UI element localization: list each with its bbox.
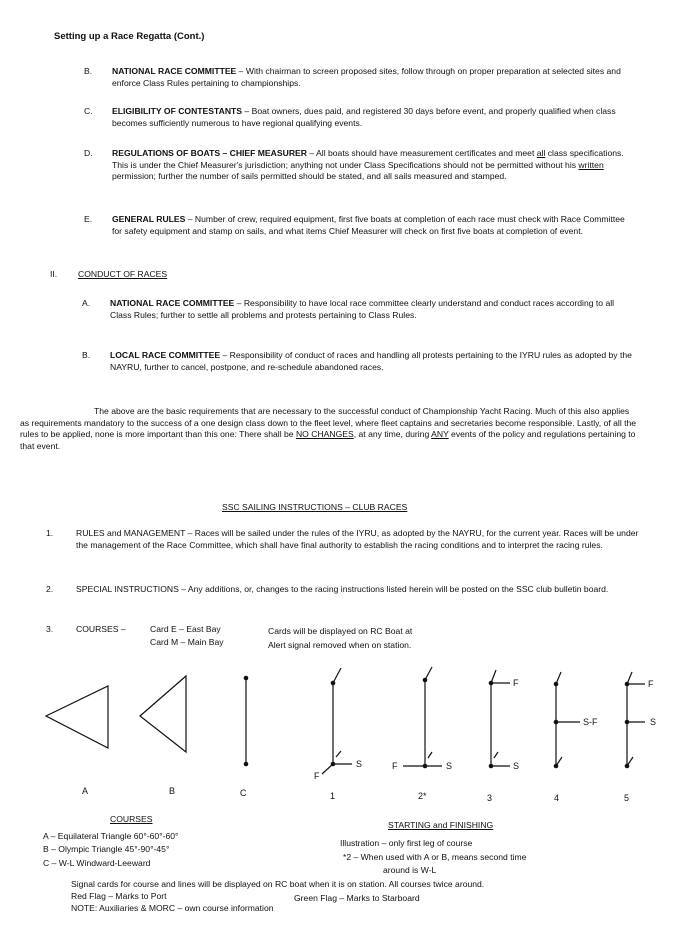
- courses-heading: COURSES: [110, 814, 153, 824]
- item-heading: GENERAL RULES: [112, 214, 186, 224]
- item-body: – Responsibility to have local race committee clearly understand and conduct races according to all Class Rules; further to settle all problems and protests pertaining to Class Rules.: [110, 298, 615, 320]
- label-s: S: [650, 717, 657, 727]
- card-east-bay: Card E – East Bay: [150, 624, 221, 634]
- item-heading: NATIONAL RACE COMMITTEE: [110, 298, 235, 308]
- item-heading: ELIGIBILITY OF CONTESTANTS: [112, 106, 243, 116]
- label-f: F: [513, 678, 519, 688]
- mark: [554, 720, 559, 725]
- course-label-c: C: [240, 788, 247, 798]
- starting-line-2: *2 – When used with A or B, means second time: [343, 852, 527, 862]
- emphasis-all: all: [536, 148, 546, 158]
- mark: [244, 762, 249, 767]
- label-f: F: [648, 679, 654, 689]
- label-f: F: [392, 761, 398, 771]
- ssc-heading: SSC SAILING INSTRUCTIONS – CLUB RACES: [222, 502, 408, 512]
- item-letter: C.: [84, 106, 93, 116]
- emphasis-any: ANY: [431, 429, 449, 439]
- label-sf: S-F: [583, 717, 598, 727]
- course-label-b: B: [169, 786, 176, 796]
- item-body: – Number of crew, required equipment, first five boats at completion of each race must check with Race Committee for safety equipment and stamp on sails, and what items Chief Measurer will check on first five boats at completion of event.: [112, 214, 625, 236]
- item-letter: E.: [84, 214, 93, 224]
- item-letter: B.: [82, 350, 91, 360]
- mark: [331, 762, 336, 767]
- mark: [423, 678, 428, 683]
- label-f: F: [314, 771, 320, 781]
- item-body-mid: class specifications. This is under the Chief Measurer's jurisdiction; anything not under Class Specifications should not be permitted without his: [112, 148, 624, 170]
- item-body-post: permission; further the number of sails permitted should be stated, and all sails measured and stamped.: [112, 171, 507, 181]
- emphasis-written: written: [578, 159, 604, 170]
- summary-mid: , at any time, during: [353, 429, 432, 439]
- item-number: 3.: [46, 624, 54, 634]
- legend-a: A – Equilateral Triangle 60°-60°-60°: [43, 831, 179, 841]
- section-heading: CONDUCT OF RACES: [78, 269, 168, 279]
- mark: [625, 720, 630, 725]
- starting-heading: STARTING and FINISHING: [388, 820, 494, 830]
- item-body: – With chairman to screen proposed sites, follow through on proper preparation at selected sites and enforce Class Rules pertaining to championships.: [112, 66, 621, 88]
- item-letter: D.: [84, 148, 93, 158]
- legend-c: C – W-L Windward-Leeward: [43, 858, 151, 868]
- courses-label: COURSES –: [76, 624, 126, 634]
- course-a-triangle: [46, 686, 108, 748]
- mark: [244, 676, 249, 681]
- label-s: S: [446, 761, 453, 771]
- card-main-bay: Card M – Main Bay: [150, 637, 224, 647]
- label-s: S: [513, 761, 520, 771]
- item-letter: A.: [82, 298, 91, 308]
- item-body: – Responsibility of conduct of races and handling all protests pertaining to the IYRU rules as adopted by the NAYRU, further to cancel, postpone, and re-schedule abandoned races.: [110, 350, 632, 372]
- footer-signal: Signal cards for course and lines will be displayed on RC boat when it is on station. All courses twice around.: [71, 879, 485, 889]
- card-note-2: Alert signal removed when on station.: [268, 640, 412, 650]
- starting-line-3: around is W-L: [383, 865, 437, 875]
- item-body: – Boat owners, dues paid, and registered 30 days before event, and properly qualified when class becomes sufficiently numerous to have regional qualifying events.: [112, 106, 616, 128]
- course-label-a: A: [82, 786, 89, 796]
- course-label-2: 2*: [418, 791, 427, 801]
- course-label-5: 5: [624, 793, 630, 803]
- mark: [489, 681, 494, 686]
- mark: [489, 764, 494, 769]
- item-body-pre: – All boats should have measurement certificates and meet: [306, 148, 537, 158]
- footer-green-flag: Green Flag – Marks to Starboard: [294, 893, 420, 903]
- course-label-3: 3: [487, 793, 493, 803]
- item-number: 2.: [46, 584, 54, 594]
- emphasis-no-changes: NO CHANGES: [295, 429, 354, 439]
- mark: [423, 764, 428, 769]
- mark: [625, 682, 630, 687]
- item-heading: NATIONAL RACE COMMITTEE: [112, 66, 237, 76]
- item-heading: SPECIAL INSTRUCTIONS: [76, 584, 179, 594]
- item-body: – Races will be sailed under the rules of the IYRU, as adopted by the NAYRU, for the current year. Races will be under the management of the Race Committee, which shall have final authority to establish the racing conditions and to interpret the racing rules.: [76, 528, 639, 550]
- mark: [625, 764, 630, 769]
- starting-line-1: Illustration – only first leg of course: [340, 838, 473, 848]
- item-heading: LOCAL RACE COMMITTEE: [110, 350, 221, 360]
- mark: [554, 764, 559, 769]
- mark: [554, 682, 559, 687]
- summary-pre: The above are the basic requirements that are necessary to the successful conduct of Championship Yacht Racing. Much of this also applies as requirements mandatory to the success of a one design class down to the fleet level, where fleet captains and secretaries become responsible. Lastly, of all the rules to be applied, none is more important than this one: There shall be: [20, 406, 637, 439]
- item-heading: REGULATIONS OF BOATS – CHIEF MEASURER: [112, 148, 307, 158]
- item-letter: B.: [84, 66, 93, 76]
- label-s: S: [356, 759, 363, 769]
- item-heading: RULES and MANAGEMENT: [76, 528, 186, 538]
- course-label-4: 4: [554, 793, 560, 803]
- footer-red-flag: Red Flag – Marks to Port: [71, 891, 167, 901]
- course-label-1: 1: [330, 791, 336, 801]
- card-note-1: Cards will be displayed on RC Boat at: [268, 626, 413, 636]
- mark: [331, 681, 336, 686]
- footer-note: NOTE: Auxiliaries & MORC – own course information: [71, 903, 274, 913]
- item-number: 1.: [46, 528, 54, 538]
- course-b-triangle: [140, 676, 186, 752]
- summary-post: events of the policy and regulations pertaining to that event.: [20, 429, 636, 451]
- item-body: – Any additions, or, changes to the racing instructions listed herein will be posted on the SSC club bulletin board.: [178, 584, 609, 594]
- legend-b: B – Olympic Triangle 45°-90°-45°: [43, 844, 170, 854]
- page-title: Setting up a Race Regatta (Cont.): [54, 31, 205, 42]
- section-number: II.: [50, 269, 58, 279]
